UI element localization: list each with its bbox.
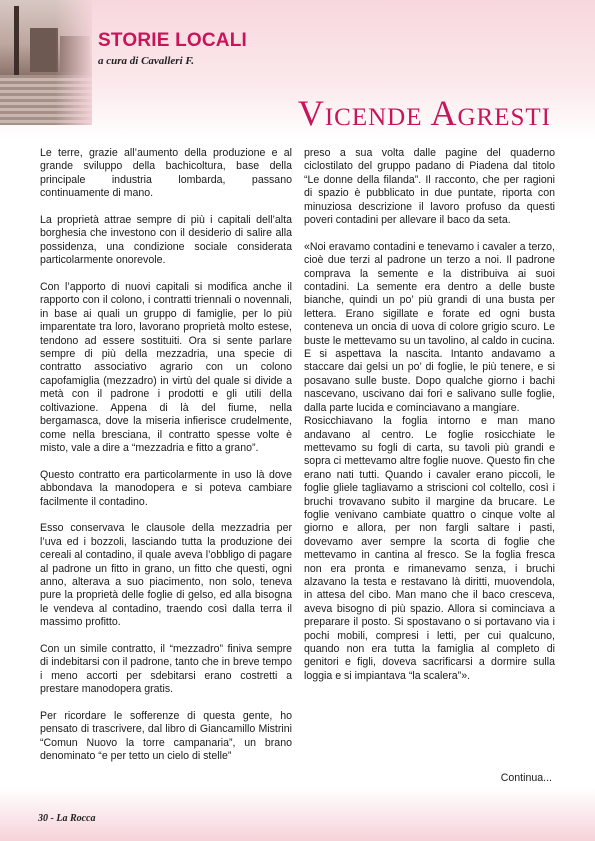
byline: a cura di Cavalleri F. xyxy=(98,55,195,67)
header-photo xyxy=(0,0,92,125)
left-column xyxy=(40,147,292,777)
paragraph: Esso conservava le clausole della mezzadria per l’uva ed i bozzoli, lasciando tutta la produzione dei cereali al contadino, il quale aveva l’obbligo di pagare al padrone un fitto in grano, un fitto che questi, ogni anno, alterava a suo piacimento, non solo, teneva pure la proprietà delle foglie di gelso, ed alla bisogna le vendeva al contadino, traendo così dalla terra il massimo profitto. xyxy=(40,522,292,629)
paragraph: La proprietà attrae sempre di più i capitali dell’alta borghesia che investono con il desiderio di salire alla possidenza, una condizione sociale considerata particolarmente onorevole. xyxy=(40,214,292,267)
paragraph: Questo contratto era particolarmente in uso là dove abbondava la manodopera e si poteva cambiare facilmente il contadino. xyxy=(40,468,292,508)
paragraph: preso a sua volta dalle pagine del quaderno ciclostilato del gruppo padano di Piadena dal titolo “Le donne della filanda”. Il racconto, che per ragioni di spazio è pubblicato in due puntate, riporta con minuziosa descrizione il lavoro profuso da questi poveri contadini per allevare il baco da seta. xyxy=(304,147,555,227)
paragraph: Le terre, grazie all’aumento della produzione e al grande sviluppo della bachicoltura, base della principale industria lombarda, passano continuamente di mano. xyxy=(40,147,292,200)
paragraph: Per ricordare le sofferenze di questa gente, ho pensato di trascrivere, dal libro di Giancamillo Mistrini “Comun Nuovo la torre campanaria”, un brano denominato “e per tetto un cielo di stelle” xyxy=(40,709,292,763)
article-title: Vicende Agresti xyxy=(297,93,551,133)
right-column xyxy=(304,147,555,683)
paragraph: Con l’apporto di nuovi capitali si modifica anche il rapporto con il colono, i contratti triennali o novennali, in base ai quali un gruppo di famiglie, per lo più imparentate tra loro, lavorano proprietà molto estese, tendono ad essere sostituiti. Ora si sente parlare sempre di più della mezzadria, una specie di contratto associativo agrario con un colono capofamiglia (mezzadro) in virtù del quale si divide a metà con il padrone i prodotti e gli utili della coltivazione. Appena di là del fiume, nella bergamasca, dove la miseria infierisce crudelmente, come nella bresciana, il contratto spesse volte è misto, vale a dire a “mezzadria e fitto a grano”. xyxy=(40,281,292,454)
paragraph: Rosicchiavano la foglia intorno e man mano andavano al centro. Le foglie rosicchiate le mettevamo su fogli di carta, su tavoli più grandi e sopra ci mettevamo altre foglie nuove. Questo fin che erano nati tutti. Quando i cavaler erano piccoli, le foglie gliele tagliavamo a striscioni col coltello, così i bruchi trovavano subito il margine da brucare. Le foglie venivano cambiate quattro o cinque volte al giorno e allora, per non fargli saltare i pasti, dovevamo aver sempre la scorta di foglie che mettevamo in cantina al fresco. Se la foglia fresca non era pronta e rimanevamo senza, i bruchi alzavano la testa e restavano là diritti, muovendola, in attesa del cibo. Man mano che il baco cresceva, aveva bisogno di più spazio. Allora si cominciava a preparare il posto. Si spostavano o si portavano via i pochi mobili, compresi i letti, per cui qualcuno, quando non era tutta la famiglia al completo di genitori e figli, doveva sacrificarsi a dormire sulla loggia e si impiantava “la scalera”». xyxy=(304,415,555,682)
page-footer: 30 - La Rocca xyxy=(38,813,96,824)
continua-label: Continua... xyxy=(500,772,552,784)
section-title: STORIE LOCALI xyxy=(98,30,247,51)
paragraph: Con un simile contratto, il “mezzadro” finiva sempre di indebitarsi con il padrone, tanto che in breve tempo i meno accorti per sdebitarsi erano costretti a prestare manodopera gratis. xyxy=(40,642,292,696)
paragraph: «Noi eravamo contadini e tenevamo i cavaler a terzo, cioè due terzi al padrone un terzo a noi. Il padrone comprava la semente e la distribuiva ai suoi contadini. La semente era dentro a delle buste bianche, quindi un po’ più grandi di una busta per lettera. Erano sigillate e forate ed ogni busta conteneva un oncia di uova di colore grigio scuro. Le buste le mettevamo su un tavolino, al caldo in cucina. E si aspettava la nascita. Intanto andavamo a staccare dai gelsi un po’ di foglie, le più tenere, e si posavano sulle buste. Dopo qualche giorno i bachi nascevano, uscivano dai fori e salivano sulle foglie, dalla parte lucida e cominciavano a mangiare. xyxy=(304,240,555,414)
